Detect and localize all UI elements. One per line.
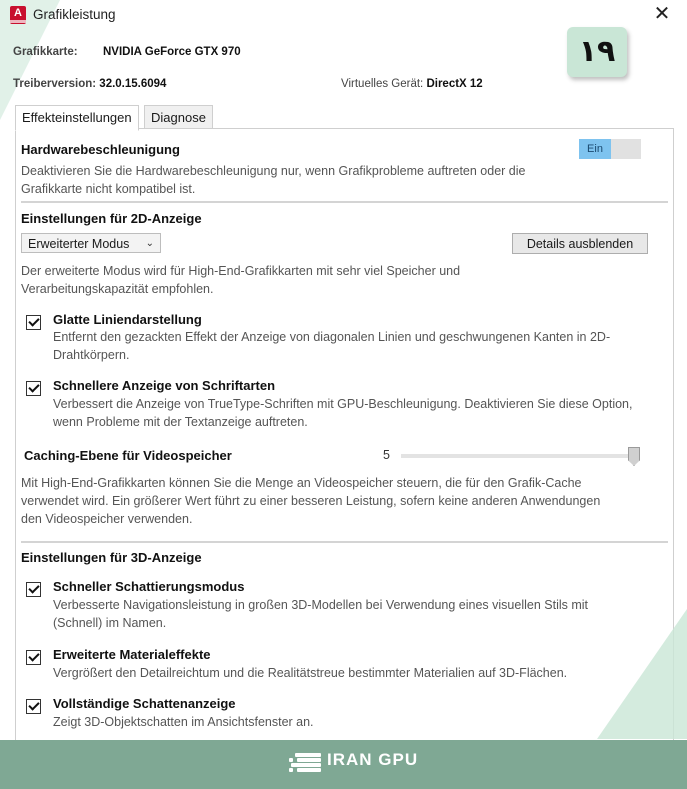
cache-desc-2: verwendet wird. Ein größerer Wert führt zu einer besseren Leistung, sofern keine anderen Anwendungen — [21, 494, 601, 508]
checkbox-fast-shading[interactable] — [26, 582, 41, 597]
option-smooth-lines-desc-1: Entfernt den gezackten Effekt der Anzeige von diagonalen Linien und geschwungenen Kanten in 2D- — [53, 330, 611, 344]
option-smooth-lines-label: Glatte Liniendarstellung — [53, 312, 202, 327]
brand-logo-icon — [289, 752, 323, 774]
gpu-info — [13, 46, 241, 58]
hw-accel-desc-1: Deaktivieren Sie die Hardwarebeschleunigung nur, wenn Grafikprobleme auftreten oder die — [21, 164, 526, 178]
option-smooth-lines-desc-2: Drahtkörpern. — [53, 348, 130, 362]
option-full-shadows-label: Vollständige Schattenanzeige — [53, 696, 236, 711]
checkbox-material-effects[interactable] — [26, 650, 41, 665]
checkbox-smooth-lines[interactable] — [26, 315, 41, 330]
settings-2d-title: Einstellungen für 2D-Anzeige — [21, 211, 202, 226]
driver-info — [13, 78, 166, 90]
mode-dropdown[interactable] — [21, 233, 161, 253]
driver-value: 32.0.15.6094 — [99, 78, 167, 90]
details-button[interactable]: Details ausblenden — [512, 233, 648, 254]
hw-accel-title: Hardwarebeschleunigung — [21, 142, 180, 157]
option-full-shadows-desc-1: Zeigt 3D-Objektschatten im Ansichtsfenster an. — [53, 715, 314, 729]
option-material-effects-desc-1: Vergrößert den Detailreichtum und die Realitätstreue bestimmter Materialien auf 3D-Flächen. — [53, 666, 568, 680]
option-fast-fonts-desc-2: wenn Probleme mit der Textanzeige auftreten. — [53, 415, 308, 429]
device-value: DirectX 12 — [426, 78, 483, 90]
gpu-label: Grafikkarte: — [13, 46, 78, 58]
tab-diagnose[interactable]: Diagnose — [144, 105, 213, 130]
option-fast-fonts-label: Schnellere Anzeige von Schriftarten — [53, 378, 276, 393]
cache-value: 5 — [383, 448, 390, 462]
hw-accel-desc-2: Grafikkarte nicht kompatibel ist. — [21, 182, 196, 196]
checkbox-fast-fonts[interactable] — [26, 381, 41, 396]
app-icon-stripe — [10, 20, 26, 23]
driver-label: Treiberversion: — [13, 78, 97, 90]
checkbox-full-shadows[interactable] — [26, 699, 41, 714]
hw-accel-toggle[interactable] — [579, 139, 641, 159]
divider — [21, 201, 668, 203]
app-icon-letter: A — [14, 7, 22, 19]
mode-desc-2: Verarbeitungskapazität empfohlen. — [21, 282, 214, 296]
close-button[interactable] — [647, 2, 677, 28]
app-icon — [10, 6, 26, 24]
close-icon: ✕ — [653, 3, 671, 25]
option-material-effects-label: Erweiterte Materialeffekte — [53, 647, 211, 662]
mode-desc-1: Der erweiterte Modus wird für High-End-Grafikkarten mit sehr viel Speicher und — [21, 264, 461, 278]
divider — [21, 541, 668, 543]
effects-panel — [15, 128, 674, 742]
option-fast-shading-desc-2: (Schnell) im Namen. — [53, 616, 167, 630]
option-fast-fonts-desc-1: Verbessert die Anzeige von TrueType-Schriften mit GPU-Beschleunigung. Deaktivieren Sie diese Option, — [53, 397, 633, 411]
mode-dropdown-value: Erweiterter Modus — [28, 237, 130, 251]
window-title: Grafikleistung — [33, 7, 116, 22]
device-info — [341, 78, 483, 90]
number-badge: ۱۹ — [567, 27, 627, 77]
title-bar — [0, 0, 687, 30]
brand-name: IRAN GPU — [327, 750, 419, 769]
option-fast-shading-desc-1: Verbesserte Navigationsleistung in großen 3D-Modellen bei Verwendung eines visuellen Stils mit — [53, 598, 589, 612]
gpu-value: NVIDIA GeForce GTX 970 — [103, 46, 241, 58]
toggle-on-label: Ein — [579, 139, 611, 159]
decorative-corner-bottom-right — [597, 609, 687, 739]
device-label: Virtuelles Gerät: — [341, 78, 424, 90]
option-fast-shading-label: Schneller Schattierungsmodus — [53, 579, 245, 594]
cache-slider-track[interactable] — [401, 454, 638, 458]
cache-desc-1: Mit High-End-Grafikkarten können Sie die Menge an Videospeicher steuern, die für den Grafik-Cache — [21, 476, 582, 490]
tab-effekteinstellungen[interactable]: Effekteinstellungen — [15, 105, 139, 131]
cache-slider-thumb[interactable] — [628, 447, 640, 466]
cache-label: Caching-Ebene für Videospeicher — [24, 448, 232, 463]
settings-3d-title: Einstellungen für 3D-Anzeige — [21, 550, 202, 565]
chevron-down-icon: ⌄ — [145, 238, 154, 249]
cache-desc-3: den Videospeicher verwenden. — [21, 512, 193, 526]
